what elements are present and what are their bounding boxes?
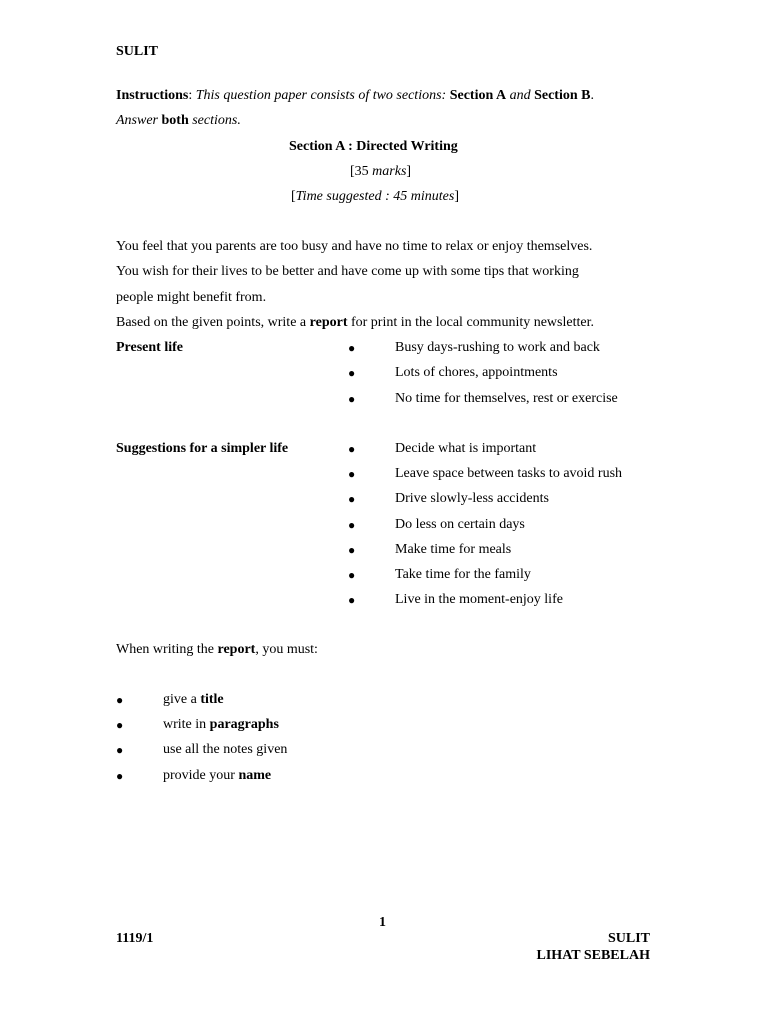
suggestion-item: Leave space between tasks to avoid rush [395,466,623,482]
requirement-item: use all the notes given [163,742,288,758]
bullet-icon: ● [348,442,356,456]
section-marks: [35 marks] [350,164,412,179]
suggestion-item: Decide what is important [395,441,537,456]
footer-next-page: LIHAT SEBELAH [536,948,650,963]
page-number: 1 [379,915,386,930]
prompt-line-3: people might benefit from. [116,290,267,305]
present-life-item: Busy days-rushing to work and back [395,340,600,355]
bullet-icon: ● [348,467,356,482]
suggestion-item: Do less on certain days [395,516,525,532]
prompt-line-1: You feel that you parents are too busy and have no time to relax or enjoy themselves. [116,239,593,254]
present-life-item: No time for themselves, rest or exercise [395,390,618,406]
suggestion-item: Drive slowly-less accidents [395,491,549,507]
requirement-item: provide your name [163,767,272,783]
requirement-item: write in paragraphs [163,717,279,733]
bullet-icon: ● [348,341,356,355]
bullet-icon: ● [348,366,356,381]
footer-code: 1119/1 [116,931,154,946]
bullet-icon: ● [116,743,124,758]
instructions-line-2: Answer both sections. [116,113,241,128]
present-life-label: Present life [116,340,183,355]
requirements-intro: When writing the report, you must: [116,642,318,657]
present-life-item: Lots of chores, appointments [395,365,558,381]
footer-classification: SULIT [607,931,650,946]
instructions-line-1: Instructions: This question paper consists of two sections: Section A and Section B. [116,88,594,103]
suggestions-label: Suggestions for a simpler life [116,441,289,456]
bullet-icon: ● [348,593,356,608]
bullet-icon: ● [348,568,356,582]
suggestion-item: Live in the moment-enjoy life [395,592,563,608]
suggestion-item: Make time for meals [395,541,512,557]
header-classification: SULIT [116,44,159,59]
instructions-label: Instructions [116,88,189,103]
requirement-item: give a title [163,692,224,707]
prompt-line-2: You wish for their lives to be better and have come up with some tips that working [116,264,579,279]
bullet-icon: ● [348,391,356,406]
suggestion-item: Take time for the family [395,567,531,582]
prompt-line-4: Based on the given points, write a report for print in the local community newsletter. [116,315,594,330]
bullet-icon: ● [116,693,124,707]
bullet-icon: ● [348,492,356,507]
bullet-icon: ● [116,768,124,783]
section-title: Section A : Directed Writing [289,139,458,154]
bullet-icon: ● [348,517,356,532]
section-time: [Time suggested : 45 minutes] [291,189,459,204]
bullet-icon: ● [348,542,356,557]
bullet-icon: ● [116,718,124,733]
